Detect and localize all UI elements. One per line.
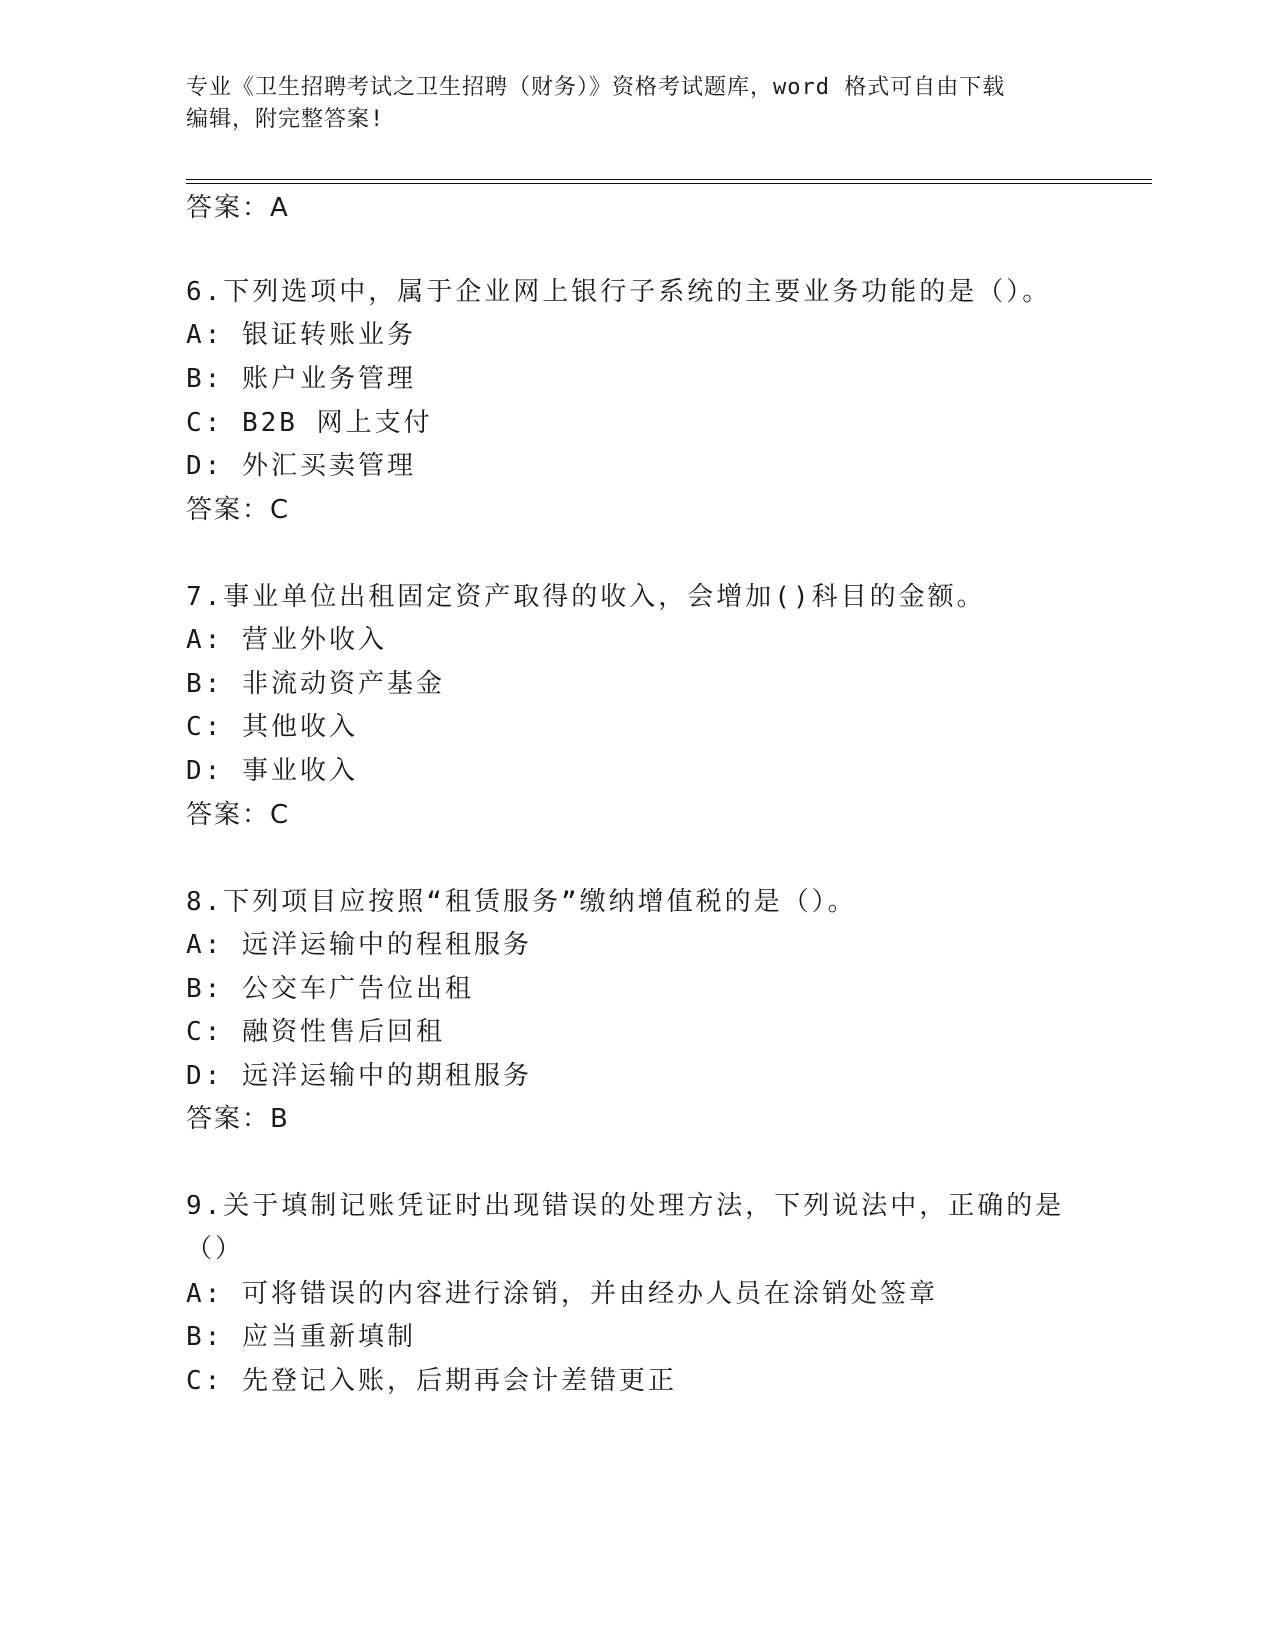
question-7-option-c: C: 其他收入 (186, 712, 358, 742)
question-8-option-b: B: 公交车广告位出租 (186, 974, 474, 1004)
question-9-option-c: C: 先登记入账，后期再会计差错更正 (186, 1366, 677, 1396)
header-divider-top (186, 179, 1152, 180)
question-7-answer: 答案：C (186, 800, 291, 830)
question-7-stem: 7.事业单位出租固定资产取得的收入，会增加()科目的金额。 (186, 582, 986, 612)
question-7-option-d: D: 事业收入 (186, 756, 358, 786)
question-8-stem: 8.下列项目应按照“租赁服务”缴纳增值税的是（）。 (186, 887, 857, 917)
question-9-option-b: B: 应当重新填制 (186, 1322, 416, 1352)
question-6-answer: 答案：C (186, 495, 291, 525)
question-7-option-b: B: 非流动资产基金 (186, 669, 445, 699)
question-8-answer: 答案：B (186, 1104, 290, 1134)
question-6-stem: 6.下列选项中，属于企业网上银行子系统的主要业务功能的是（）。 (186, 277, 1052, 307)
question-9-stem: 9.关于填制记账凭证时出现错误的处理方法，下列说法中，正确的是 (186, 1191, 1065, 1221)
header-divider-bottom (186, 183, 1152, 184)
question-8-option-c: C: 融资性售后回租 (186, 1017, 445, 1047)
header-line-1: 专业《卫生招聘考试之卫生招聘（财务）》资格考试题库，word 格式可自由下载 (186, 75, 1006, 100)
question-9-stem-continued: （） (186, 1234, 245, 1264)
question-6-option-c: C: B2B 网上支付 (186, 408, 433, 438)
question-7-option-a: A: 营业外收入 (186, 625, 387, 655)
question-6-option-b: B: 账户业务管理 (186, 364, 416, 394)
question-8-option-d: D: 远洋运输中的期租服务 (186, 1061, 532, 1091)
header-line-2: 编辑，附完整答案! (186, 107, 385, 132)
question-8-option-a: A: 远洋运输中的程租服务 (186, 930, 532, 960)
question-6-option-a: A: 银证转账业务 (186, 320, 416, 350)
question-9-option-a: A: 可将错误的内容进行涂销，并由经办人员在涂销处签章 (186, 1279, 938, 1309)
answer-prev: 答案：A (186, 193, 290, 223)
document-header (186, 72, 1066, 136)
question-6-option-d: D: 外汇买卖管理 (186, 451, 416, 481)
